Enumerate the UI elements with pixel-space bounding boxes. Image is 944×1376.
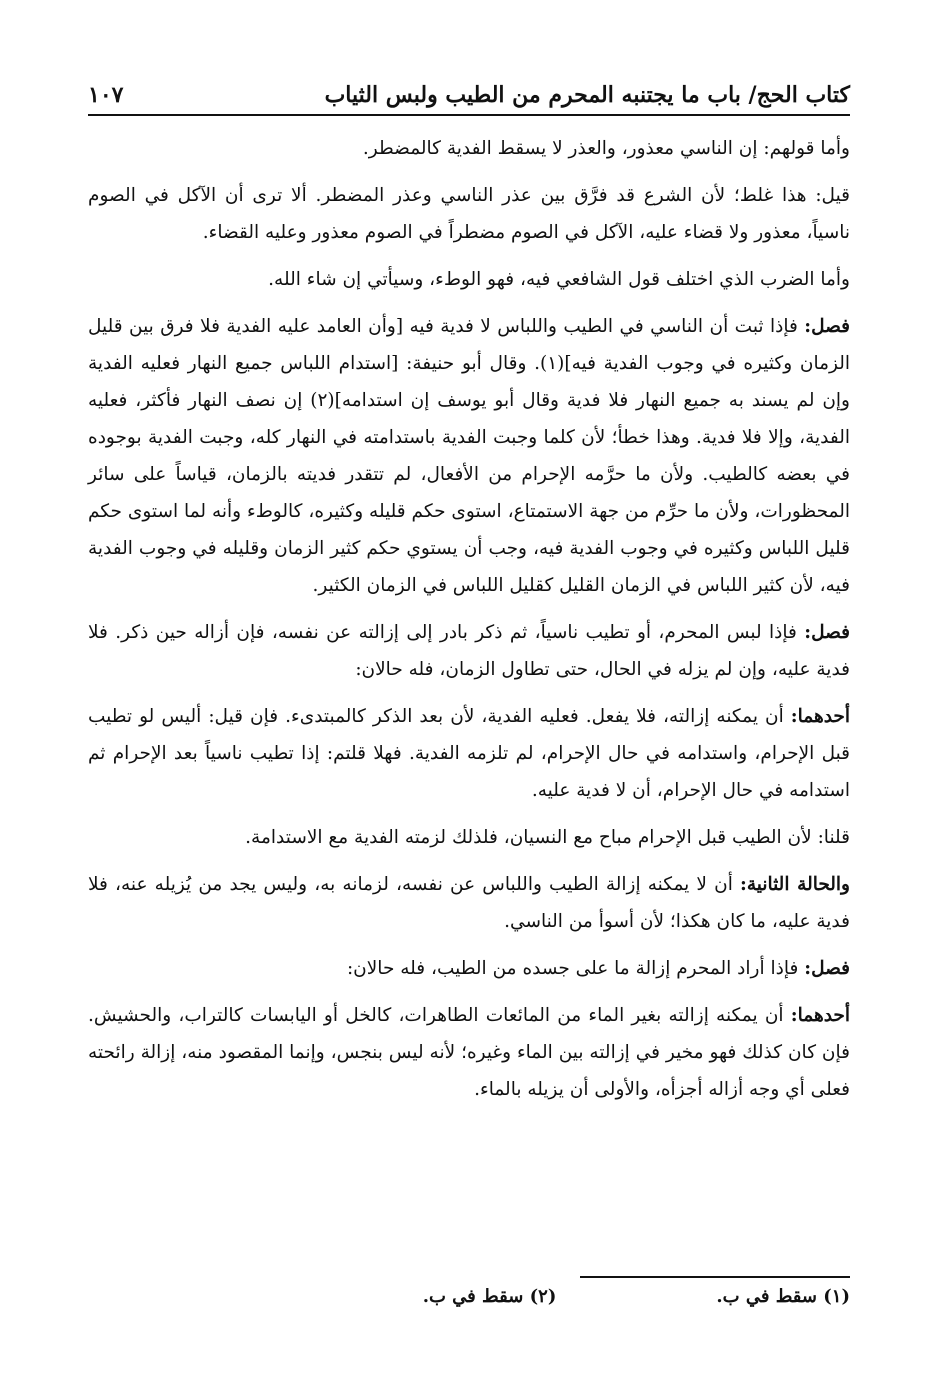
footnote-2: (٢) سقط في ب. <box>422 1286 557 1307</box>
running-header <box>88 80 850 116</box>
footnote-divider <box>580 1276 850 1278</box>
paragraph: قيل: هذا غلط؛ لأن الشرع قد فرَّق بين عذر الناسي وعذر المضطر. ألا ترى أن الآكل في الصوم ناسياً، معذور ولا قضاء عليه، الآكل في الصوم مضطراً في الصوم معذور وعليه القضاء. <box>88 185 850 243</box>
chapter-title: كتاب الحج/ باب ما يجتنبه المحرم من الطيب ولبس الثياب <box>324 82 850 108</box>
body-text <box>88 130 850 1108</box>
paragraph: وأما قولهم: إن الناسي معذور، والعذر لا يسقط الفدية كالمضطر. <box>362 138 850 159</box>
paragraph: أحدهما: أن يمكنه إزالته بغير الماء من المائعات الطاهرات، كالخل أو اليابسات كالتراب، والحشيش. فإن كان كذلك فهو مخير في إزالته بين الماء وغيره؛ لأنه ليس بنجس، وإنما المقصود منه، إزالة رائحته فعلى أي وجه أزاله أجزأه، والأولى أن يزيله بالماء. <box>88 1005 850 1100</box>
paragraph: وأما الضرب الذي اختلف قول الشافعي فيه، فهو الوطء، وسيأتي إن شاء الله. <box>268 269 850 290</box>
paragraph: قلنا: لأن الطيب قبل الإحرام مباح مع النسيان، فلذلك لزمته الفدية مع الاستدامة. <box>245 827 850 848</box>
paragraph: فصل: فإذا لبس المحرم، أو تطيب ناسياً، ثم ذكر بادر إلى إزالته عن نفسه، فإن أزاله حين ذكر. فلا فدية عليه، وإن لم يزله في الحال، حتى تطاول الزمان، فله حالان: <box>88 622 850 680</box>
paragraph: والحالة الثانية: أن لا يمكنه إزالة الطيب واللباس عن نفسه، لزمانه به، وليس يجد من يُزيله عنه، فلا فدية عليه، ما كان هكذا؛ لأن أسوأ من الناسي. <box>88 874 850 932</box>
case-lead: والحالة الثانية: <box>739 874 850 895</box>
section-lead: فصل: <box>804 958 850 979</box>
footnote-1: (١) سقط في ب. <box>716 1286 850 1307</box>
paragraph: فصل: فإذا ثبت أن الناسي في الطيب واللباس لا فدية فيه [وأن العامد عليه الفدية فلا فرق بين قليل الزمان وكثيره في وجوب الفدية فيه](١). وقال أبو حنيفة: [استدام اللباس جميع النهار فعليه الفدية وإن لم يسند به جميع النهار فلا فدية وقال أبو يوسف إن استدامه](٢) إن نصف النهار فأكثر، فعليه الفدية، وإلا فلا فدية. وهذا خطأ؛ لأن كلما وجبت الفدية باستدامته في النهار كله، وجبت الفدية بوجوده في بعضه كالطيب. ولأن ما حرَّمه الإحرام من الأفعال، لم تتقدر فديته بالزمان، قياساً على سائر المحظورات، ولأن ما حرِّم من جهة الاستمتاع، استوى حكم قليله وكثيره، كالوطء وأنه لما استوى حكم قليل اللباس وكثيره في وجوب الفدية فيه، وجب أن يستوي حكم كثير الزمان وقليله في وجوب الفدية فيه، لأن كثير اللباس في الزمان القليل كقليل اللباس في الزمان الكثير. <box>88 316 851 596</box>
paragraph: فصل: فإذا أراد المحرم إزالة ما على جسده من الطيب، فله حالان: <box>346 958 850 979</box>
footnotes <box>88 1286 850 1307</box>
page-number: ١٠٧ <box>88 82 124 108</box>
case-lead: أحدهما: <box>790 1005 850 1026</box>
section-lead: فصل: <box>804 316 851 337</box>
section-lead: فصل: <box>804 622 850 643</box>
paragraph: أحدهما: أن يمكنه إزالته، فلا يفعل. فعليه الفدية، لأن بعد الذكر كالمبتدىء. فإن قيل: أليس لو تطيب قبل الإحرام، واستدامه في حال الإحرام، لم تلزمه الفدية. فهلا قلتم: إذا تطيب ناسياً بعد الإحرام ثم استدامه في حال الإحرام، أن لا فدية عليه. <box>88 706 850 801</box>
case-lead: أحدهما: <box>790 706 850 727</box>
page <box>88 80 850 1340</box>
